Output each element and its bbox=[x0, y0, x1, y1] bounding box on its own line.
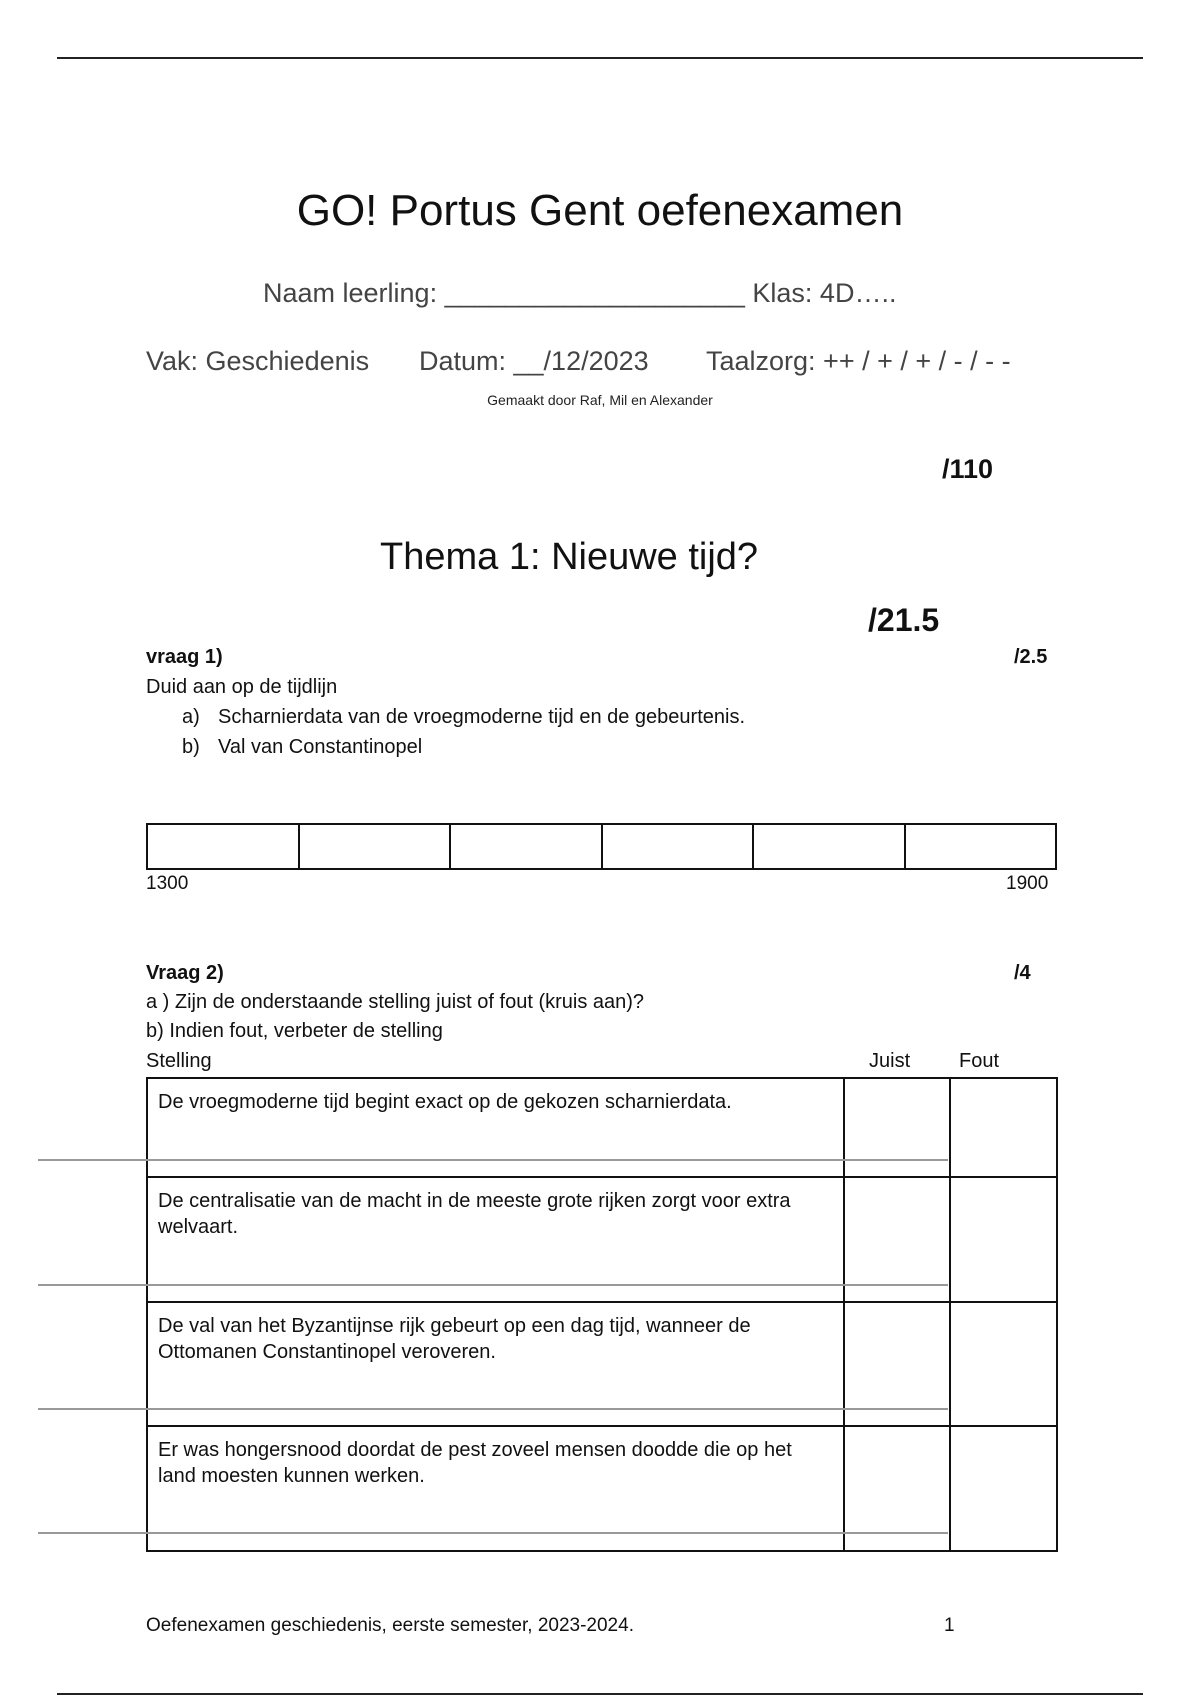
question-2-label: Vraag 2) bbox=[146, 962, 224, 984]
timeline-start-year: 1300 bbox=[146, 873, 189, 894]
statements-table bbox=[146, 1077, 1058, 1552]
footer-text: Oefenexamen geschiedenis, eerste semester, 2023-2024. bbox=[146, 1615, 634, 1636]
date-label: Datum: __/12/2023 bbox=[419, 346, 649, 376]
timeline-segment[interactable] bbox=[603, 825, 755, 868]
timeline-segment[interactable] bbox=[148, 825, 300, 868]
fout-checkbox-cell[interactable] bbox=[950, 1426, 1057, 1551]
question-1-label: vraag 1) bbox=[146, 646, 223, 668]
column-stelling: Stelling bbox=[146, 1050, 212, 1072]
question-2-line-a: a ) Zijn de onderstaande stelling juist of fout (kruis aan)? bbox=[146, 991, 645, 1013]
correction-line[interactable] bbox=[38, 1532, 948, 1534]
language-care-label: Taalzorg: ++ / + / + / - / - - bbox=[706, 346, 1011, 376]
theme-title: Thema 1: Nieuwe tijd? bbox=[380, 536, 759, 578]
question-1-item-marker: a) bbox=[182, 706, 200, 728]
bottom-rule bbox=[57, 1693, 1143, 1695]
question-1-item-marker: b) bbox=[182, 736, 200, 758]
question-2-line-b: b) Indien fout, verbeter de stelling bbox=[146, 1020, 443, 1042]
fout-checkbox-cell[interactable] bbox=[950, 1078, 1057, 1177]
statement-text: De val van het Byzantijnse rijk gebeurt op een dag tijd, wanneer de Ottomanen Constantinopel veroveren. bbox=[147, 1302, 844, 1426]
total-score: /110 bbox=[942, 454, 994, 484]
correction-line[interactable] bbox=[38, 1408, 948, 1410]
statement-text: De centralisatie van de macht in de meeste grote rijken zorgt voor extra welvaart. bbox=[147, 1177, 844, 1302]
timeline-segment[interactable] bbox=[754, 825, 906, 868]
subject-label: Vak: Geschiedenis bbox=[146, 346, 370, 376]
timeline-end-year: 1900 bbox=[1006, 873, 1049, 894]
exam-title: GO! Portus Gent oefenexamen bbox=[296, 186, 904, 235]
table-row bbox=[147, 1078, 1057, 1177]
statement-text: Er was hongersnood doordat de pest zoveel mensen doodde die op het land moesten kunnen werken. bbox=[147, 1426, 844, 1551]
fout-checkbox-cell[interactable] bbox=[950, 1302, 1057, 1426]
author-credit: Gemaakt door Raf, Mil en Alexander bbox=[487, 392, 713, 408]
column-fout: Fout bbox=[959, 1050, 1000, 1072]
question-1-score: /2.5 bbox=[1014, 646, 1048, 668]
student-name-class-line: Naam leerling: ____________________ Klas: 4D….. bbox=[263, 278, 897, 308]
statement-text: De vroegmoderne tijd begint exact op de gekozen scharnierdata. bbox=[147, 1078, 844, 1177]
correction-line[interactable] bbox=[38, 1284, 948, 1286]
question-1-item-text: Val van Constantinopel bbox=[218, 736, 423, 758]
question-2-score: /4 bbox=[1014, 962, 1031, 984]
juist-checkbox-cell[interactable] bbox=[844, 1078, 951, 1177]
timeline-segment[interactable] bbox=[300, 825, 452, 868]
page-number: 1 bbox=[944, 1615, 955, 1636]
timeline[interactable] bbox=[146, 823, 1057, 870]
question-1-instruction: Duid aan op de tijdlijn bbox=[146, 676, 338, 698]
question-1-item-text: Scharnierdata van de vroegmoderne tijd en de gebeurtenis. bbox=[218, 706, 746, 728]
theme-score: /21.5 bbox=[868, 602, 940, 638]
column-juist: Juist bbox=[869, 1050, 911, 1072]
correction-line[interactable] bbox=[38, 1159, 948, 1161]
timeline-segment[interactable] bbox=[906, 825, 1056, 868]
fout-checkbox-cell[interactable] bbox=[950, 1177, 1057, 1302]
top-rule bbox=[57, 57, 1143, 59]
timeline-segment[interactable] bbox=[451, 825, 603, 868]
